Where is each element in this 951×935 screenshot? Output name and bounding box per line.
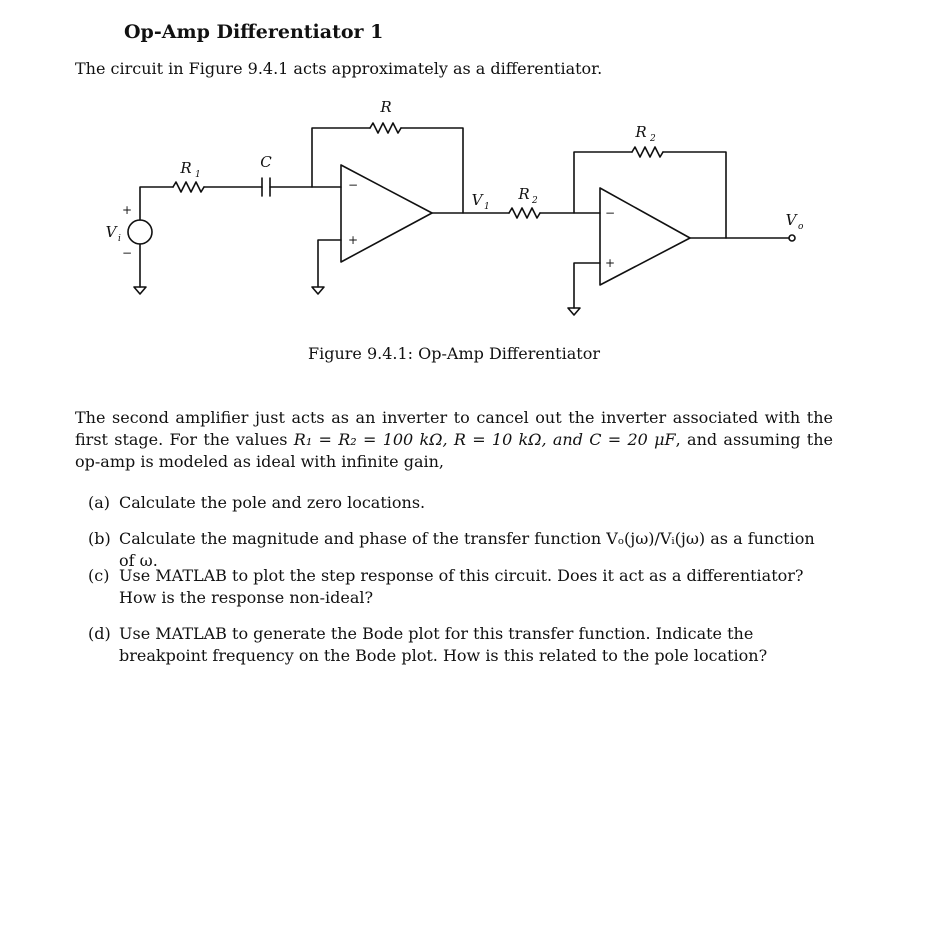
opamp-1-minus-sign: − [347,178,359,192]
problem-statement [75,407,833,473]
question-label: (a) [88,493,111,512]
feedback-2-right [663,152,726,238]
intro-text: The circuit in Figure 9.4.1 acts approximately as a differentiator. [75,59,603,78]
r1-resistor [173,182,204,192]
problem-text-2: , and assuming the op-amp is modeled as ideal with infinite gain, [75,430,834,471]
figure-caption: Figure 9.4.1: Op-Amp Differentiator [308,344,600,363]
r2-sub: 2 [532,196,538,206]
r1-label: R [180,159,192,177]
r-feedback-2-sub: 2 [650,134,656,144]
ground-1 [134,287,146,294]
component-values: R₁ = R₂ = 100 kΩ, R = 10 kΩ, and C = 20 μF [293,430,676,449]
question-item [88,623,833,667]
question-item [88,492,833,514]
r-feedback-2-label: R [635,123,647,141]
question-text: Use MATLAB to generate the Bode plot for this transfer function. Indicate the breakpoint frequency on the Bode plot. How is this related to the pole location? [119,624,768,665]
r2-label: R [518,185,530,203]
r-feedback-label: R [380,98,392,116]
opamp-2 [600,188,690,285]
opamp-2-plus-wire [574,263,600,308]
opamp-1-plus-sign: + [347,233,359,247]
vi-sub: i [118,234,121,244]
ground-3 [568,308,580,315]
feedback-1-right [401,128,463,213]
r2-resistor [509,208,540,218]
vo-sub: o [798,222,804,232]
question-item [88,565,833,609]
question-text: Calculate the pole and zero locations. [119,493,426,512]
r1-sub: 1 [195,170,201,180]
question-label: (d) [88,624,111,643]
problem-text-1: The second amplifier just acts as an inverter to cancel out the inverter associated with the first stage. For the values [75,408,833,449]
r-feedback-resistor [370,123,401,133]
question-label: (c) [88,566,110,585]
circuit-diagram [0,90,951,330]
v1-sub: 1 [484,202,490,212]
output-terminal [789,235,795,241]
opamp-1-plus-wire [318,240,341,287]
question-text: Use MATLAB to plot the step response of this circuit. Does it act as a differentiator? How is the response non-ideal? [119,566,804,607]
feedback-2-left [574,152,632,213]
v1-label: V [471,191,483,209]
vi-label: V [105,223,117,241]
capacitor [262,178,270,196]
source-minus-sign: − [121,246,133,260]
voltage-source [128,220,152,244]
opamp-2-plus-sign: + [604,256,616,270]
source-top-wire [140,187,173,220]
page-title: Op-Amp Differentiator 1 [124,21,384,43]
question-text: Calculate the magnitude and phase of the transfer function Vₒ(jω)/Vᵢ(jω) as a function of ω. [119,529,815,570]
opamp-2-minus-sign: − [604,206,616,220]
c-label: C [260,153,272,171]
question-label: (b) [88,529,111,548]
ground-2 [312,287,324,294]
vo-label: V [785,211,797,229]
source-plus-sign: + [121,203,133,217]
r-feedback-2-resistor [632,147,663,157]
